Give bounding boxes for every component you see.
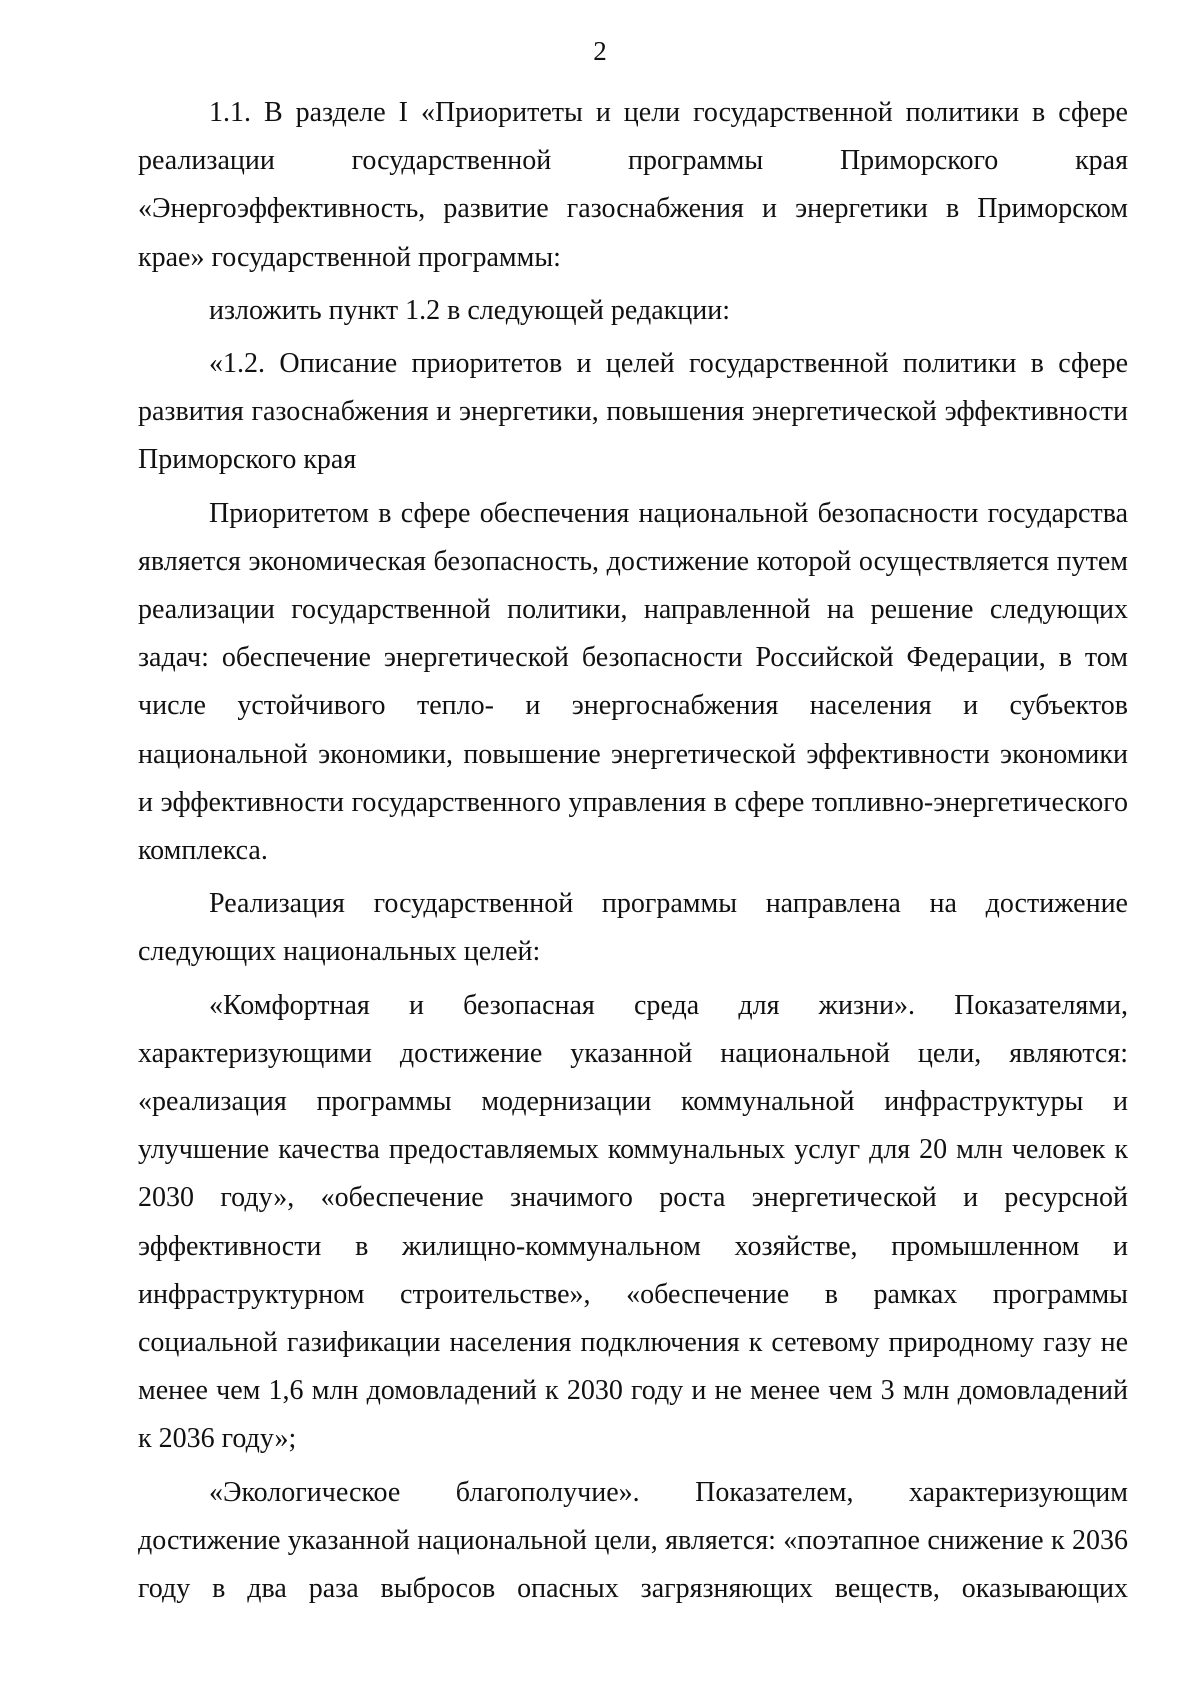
document-body: [138, 89, 1128, 1613]
paragraph-section-intro: 1.1. В разделе I «Приоритеты и цели государственной политики в сфере реализации государственной программы Приморского края «Энергоэффективность, развитие газоснабжения и энергетики в Приморском крае» государственной программы:: [138, 97, 1128, 273]
paragraph-priority: Приоритетом в сфере обеспечения национальной безопасности государства является экономическая безопасность, достижение которой осуществляется путем реализации государственной политики, направленной на решение следующих задач: обеспечение энергетической безопасности Российской Федерации, в том числе устойчивого тепло- и энергоснабжения населения и субъектов национальной экономики, повышение энергетической эффективности экономики и эффективности государственного управления в сфере топливно-энергетического комплекса.: [138, 497, 1128, 867]
paragraph-national-goals: Реализация государственной программы направлена на достижение следующих национальных целей:: [138, 888, 1128, 968]
paragraph-comfortable-environment: «Комфортная и безопасная среда для жизни». Показателями, характеризующими достижение указанной национальной цели, являются: «реализация программы модернизации коммунальной инфраструктуры и улучшение качества предоставляемых коммунальных услуг для 20 млн человек к 2030 году», «обеспечение значимого роста энергетической и ресурсной эффективности в жилищно-коммунальном хозяйстве, промышленном и инфраструктурном строительстве», «обеспечение в рамках программы социальной газификации населения подключения к сетевому природному газу не менее чем 1,6 млн домовладений к 2030 году и не менее чем 3 млн домовладений к 2036 году»;: [138, 989, 1128, 1455]
paragraph-instruction: изложить пункт 1.2 в следующей редакции:: [209, 294, 730, 326]
page-number: 2: [593, 36, 607, 66]
paragraph-heading-1-2: «1.2. Описание приоритетов и целей государственной политики в сфере развития газоснабжения и энергетики, повышения энергетической эффективности Приморского края: [138, 348, 1128, 476]
paragraph-ecological-wellbeing: «Экологическое благополучие». Показателем, характеризующим достижение указанной национальной цели, является: «поэтапное снижение к 2036 году в два раза выбросов опасных загрязняющих веществ, оказывающих: [138, 1476, 1128, 1605]
